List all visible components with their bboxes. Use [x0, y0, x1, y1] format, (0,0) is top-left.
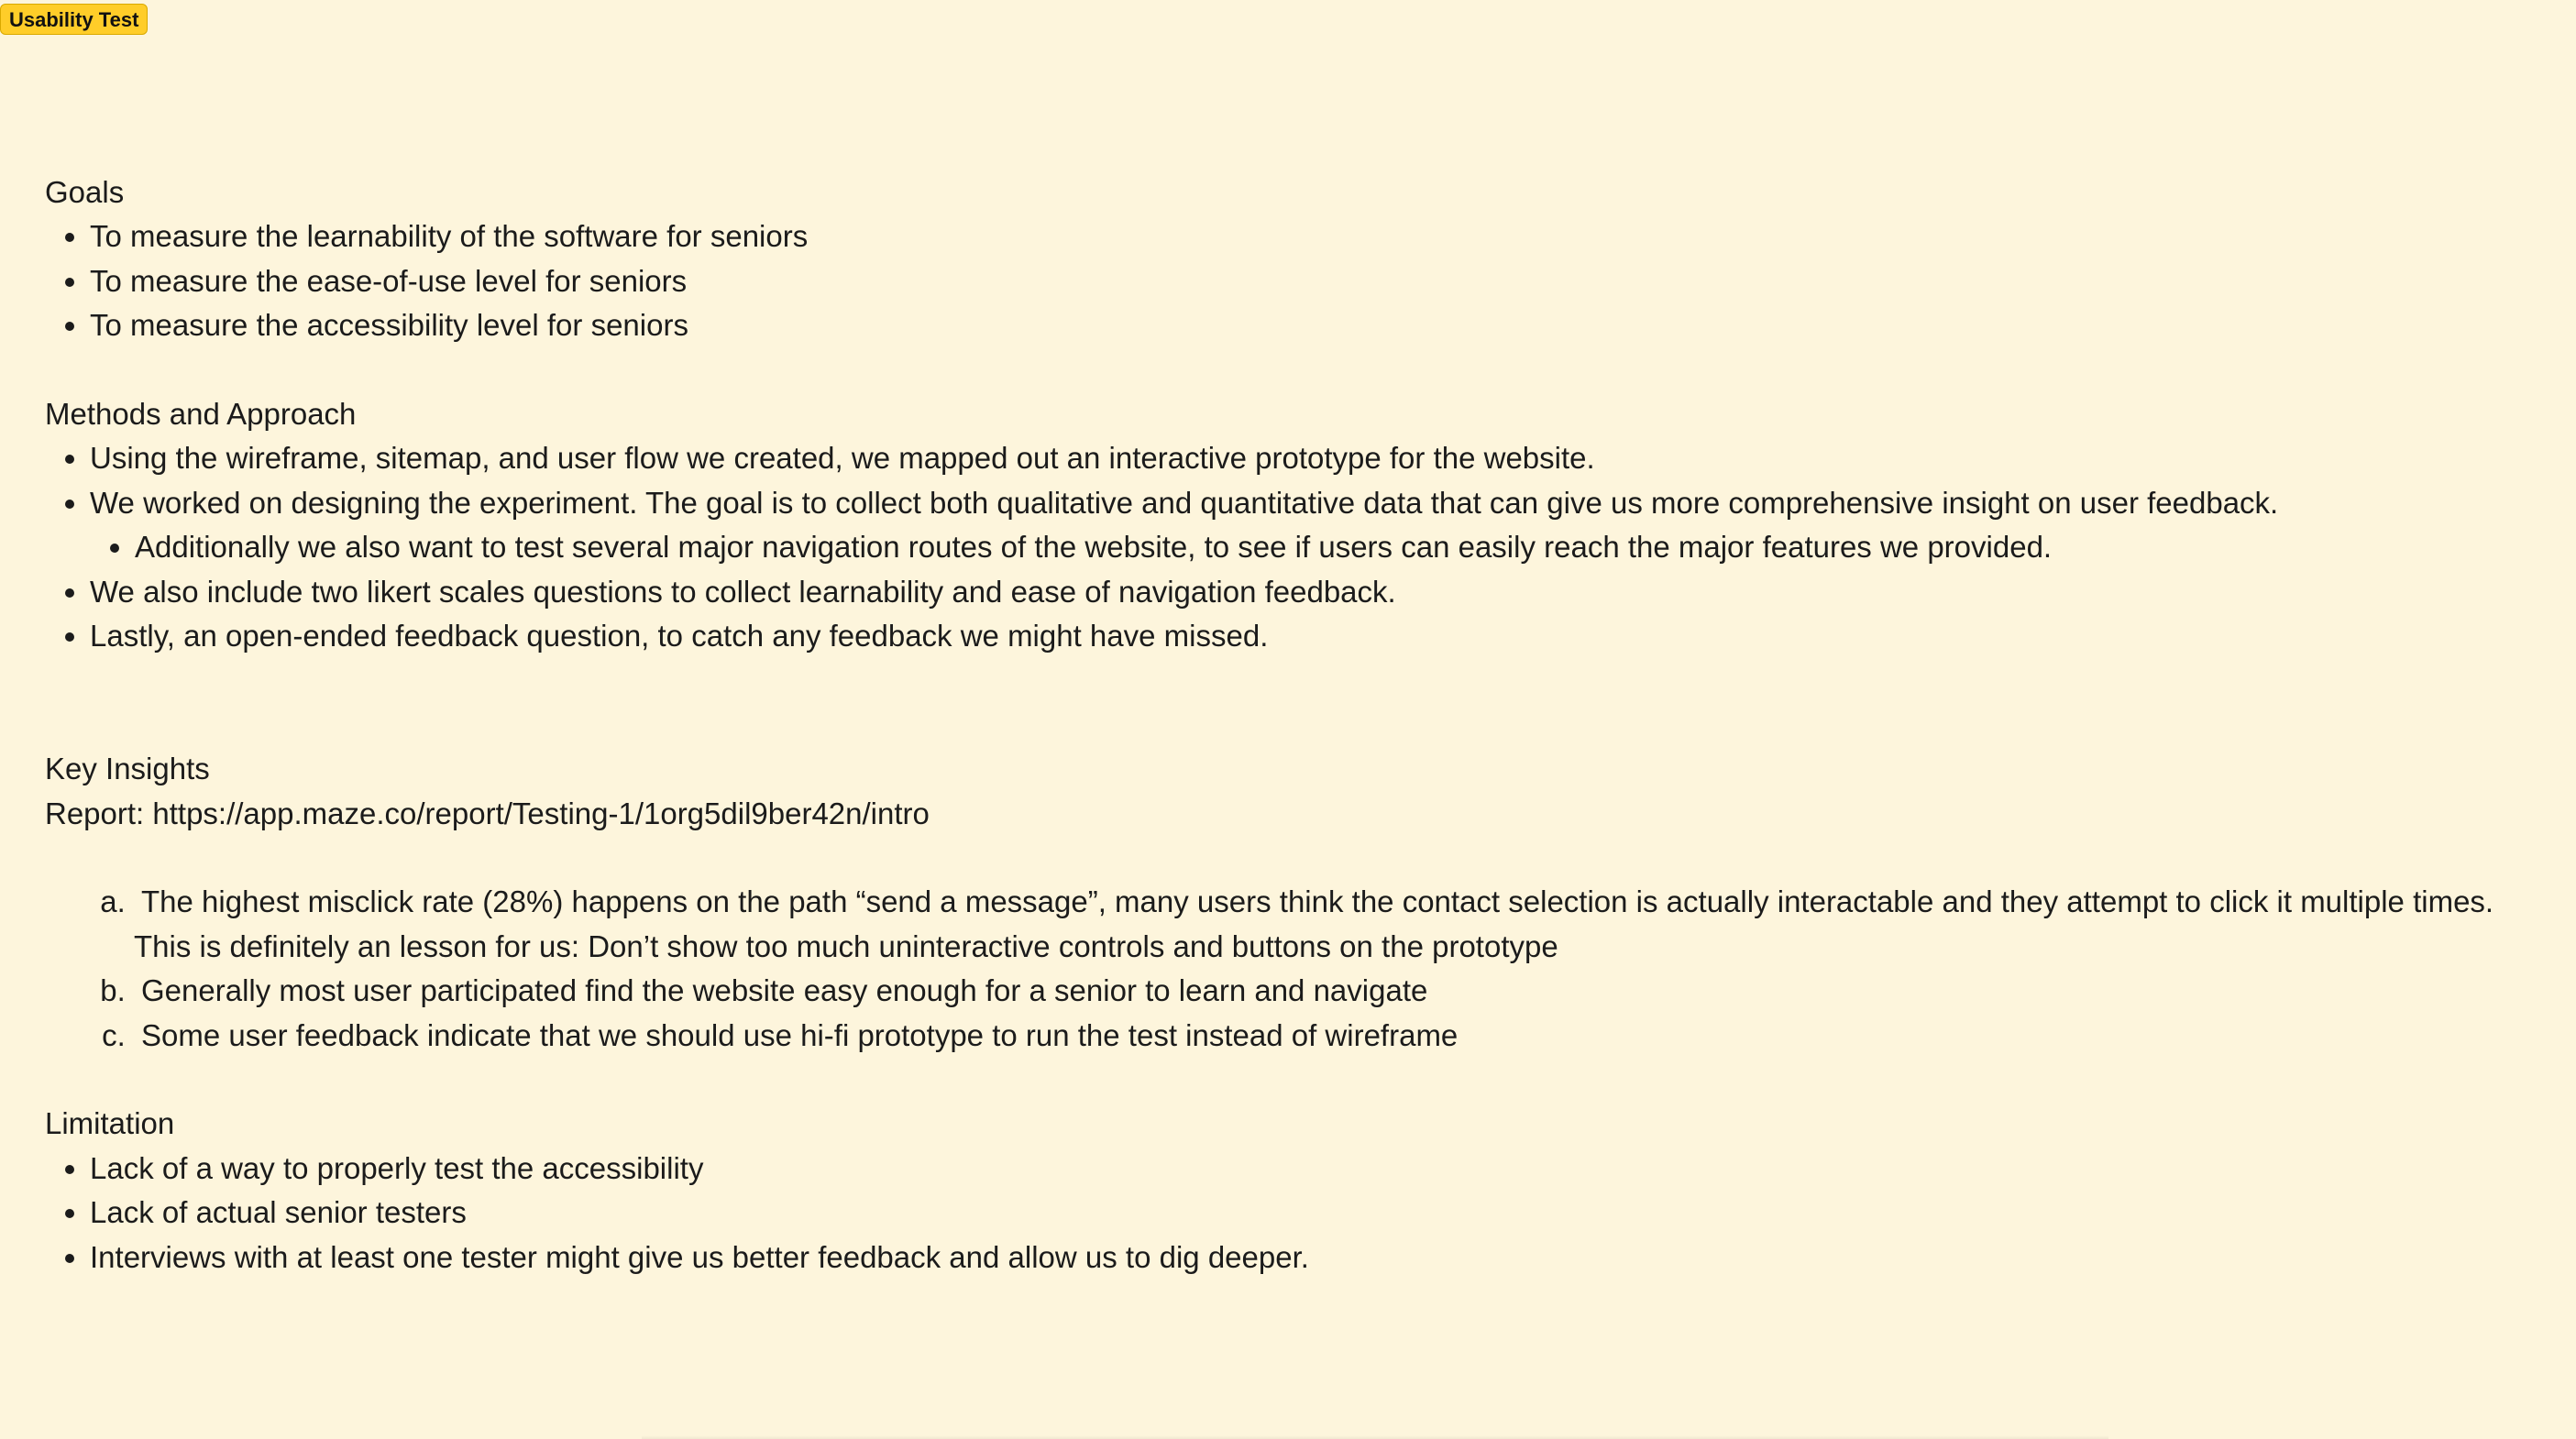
list-item: c. Some user feedback indicate that we should use hi-fi prototype to run the test instead of wireframe: [134, 1014, 2520, 1058]
sticky-note-text[interactable]: [45, 170, 2520, 1280]
list-item: b. Generally most user participated find the website easy enough for a senior to learn and navigate: [134, 969, 2520, 1013]
limitation-list: [45, 1147, 2520, 1280]
methods-sub-list: [90, 525, 2520, 569]
spacer: [45, 836, 2520, 880]
insights-heading: Key Insights: [45, 752, 210, 786]
sub-list-item: • Additionally we also want to test several major navigation routes of the website, to see if users can easily reach the major features we provided.: [135, 525, 2520, 569]
insights-list: [45, 880, 2520, 1058]
goals-heading: Goals: [45, 175, 125, 209]
goals-list: [45, 214, 2520, 347]
list-item: • Lack of a way to properly test the accessibility: [90, 1147, 2520, 1191]
list-item: • To measure the accessibility level for seniors: [90, 303, 2520, 347]
list-item: • To measure the ease-of-use level for seniors: [90, 259, 2520, 303]
list-item: [134, 880, 2520, 969]
spacer: [45, 1058, 2520, 1102]
note-bottom-shadow: [642, 1435, 2108, 1439]
list-item-text: We worked on designing the experiment. The goal is to collect both qualitative and quantitative data that can give us more comprehensive insight on user feedback.: [90, 485, 2279, 520]
limitation-heading: Limitation: [45, 1106, 175, 1141]
section-tag-usability-test[interactable]: Usability Test: [0, 4, 148, 35]
list-item-text: The highest misclick rate (28%) happens on the path “send a message”, many users think the contact selection is actually interactable and they attempt to click it multiple times.: [141, 884, 2494, 919]
list-item: • We also include two likert scales questions to collect learnability and ease of navigation feedback.: [90, 570, 2520, 614]
list-item-text-continued: This is definitely an lesson for us: Don’t show too much uninteractive controls and buttons on the prototype: [134, 928, 1558, 963]
list-item: • Lack of actual senior testers: [90, 1191, 2520, 1235]
list-item: • To measure the learnability of the software for seniors: [90, 214, 2520, 258]
methods-heading: Methods and Approach: [45, 397, 357, 432]
methods-list: [45, 436, 2520, 658]
spacer: [45, 658, 2520, 747]
spacer: [45, 348, 2520, 392]
list-item: • Lastly, an open-ended feedback question, to catch any feedback we might have missed.: [90, 614, 2520, 658]
list-item: • Using the wireframe, sitemap, and user flow we created, we mapped out an interactive prototype for the website.: [90, 436, 2520, 480]
report-link-line[interactable]: Report: https://app.maze.co/report/Testing-1/1org5dil9ber42n/intro: [45, 796, 930, 830]
list-item: • Interviews with at least one tester might give us better feedback and allow us to dig deeper.: [90, 1236, 2520, 1280]
list-item: [90, 481, 2520, 570]
